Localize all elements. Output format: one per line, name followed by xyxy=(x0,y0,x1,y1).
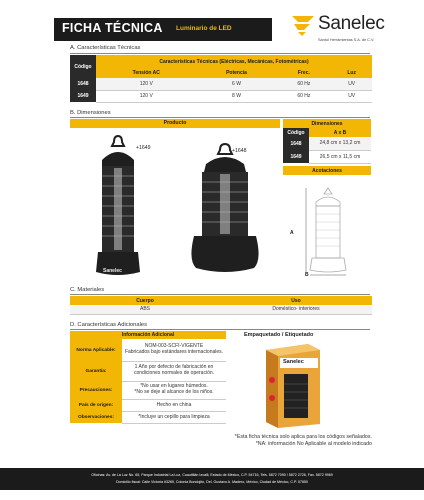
dimensions-col-axb: A x B xyxy=(309,128,371,137)
acotaciones-header: Acotaciones xyxy=(283,166,371,175)
specs-cell: 120 V xyxy=(96,78,197,90)
specs-cell: 8 W xyxy=(197,90,277,102)
section-a-divider xyxy=(70,53,370,54)
table-row xyxy=(70,90,372,102)
info-label: Precauciones: xyxy=(70,381,122,399)
table-row xyxy=(283,150,371,163)
materials-cell: ABS xyxy=(70,305,220,314)
info-label: Norma Aplicable: xyxy=(70,339,122,361)
footer-address: Oficinas: Av. de La Luz No. 65, Parque Industrial La Luz, Cuautitlán Izcalli, Estado de México, C.P. 54716, Tels. 5872 7090 / 5872 2726, Fax. 5872 9969 xyxy=(91,473,333,477)
table-row xyxy=(70,78,372,90)
specs-col-tension: Tensión AC xyxy=(96,68,197,78)
table-row xyxy=(70,399,226,411)
dimensions-col-code: Código xyxy=(283,128,309,137)
materials-col-cuerpo: Cuerpo xyxy=(70,296,220,305)
table-row xyxy=(70,305,372,314)
dimensions-cell: 24,8 cm x 13,2 cm xyxy=(309,137,371,150)
specs-cell: 60 Hz xyxy=(276,90,331,102)
company-name: Santul Herramientas S.A. de C.V. xyxy=(318,38,375,42)
brand-logo-icon xyxy=(290,14,316,36)
specs-cell: 60 Hz xyxy=(276,78,331,90)
product-header: Producto xyxy=(70,119,280,128)
dimension-a-label: A xyxy=(290,230,294,236)
lamp-1649-image xyxy=(88,130,148,280)
specs-cell: 6 W xyxy=(197,78,277,90)
footer-bar xyxy=(0,468,424,490)
info-label: País de origen: xyxy=(70,399,122,411)
section-c-divider xyxy=(70,294,370,295)
specs-table xyxy=(70,55,372,103)
specs-cell: 1649 xyxy=(70,90,96,102)
info-value: *No usar en lugares húmedos. *No se deje al alcance de los niños. xyxy=(122,381,226,399)
specs-group-header: Características Técnicas (Eléctricas, Mecánicas, Fotométricas) xyxy=(96,55,372,68)
specs-code-header: Código xyxy=(70,55,96,78)
info-header: Información Adicional xyxy=(70,331,226,339)
info-value: NOM-003-SCFI-VIGENTE Fabricados bajo estándares internacionales. xyxy=(122,339,226,361)
footer-fiscal-address: Domicilio fiscal: Calle Victoria #3269, Colonia Bondojito, Del. Gustavo A. Madero, México, Ciudad de México, C.P. 07850 xyxy=(116,480,308,484)
materials-table xyxy=(70,296,372,315)
additional-info-table xyxy=(70,331,226,424)
specs-col-frec: Frec. xyxy=(276,68,331,78)
info-label: Garantía: xyxy=(70,361,122,381)
lamp-1649-label: +1649 xyxy=(136,145,151,151)
section-c-title: C. Materiales xyxy=(70,287,105,293)
table-row xyxy=(283,137,371,150)
specs-col-luz: Luz xyxy=(331,68,372,78)
dimensions-cell: 1648 xyxy=(283,137,309,150)
specs-cell: 1648 xyxy=(70,78,96,90)
table-row xyxy=(70,361,226,381)
lamp-1648-image xyxy=(180,140,270,280)
table-row xyxy=(70,381,226,399)
packaging-title: Empaquetado / Etiquetado xyxy=(244,332,314,338)
table-row xyxy=(70,339,226,361)
info-value: *Incluye un cepillo para limpieza xyxy=(122,411,226,423)
page-title: FICHA TÉCNICA xyxy=(62,21,163,35)
info-value: Hecho en china xyxy=(122,399,226,411)
materials-cell: Doméstico- interiores xyxy=(220,305,372,314)
dimensions-header: Dimensiones xyxy=(283,119,371,128)
specs-cell: UV xyxy=(331,90,372,102)
info-value: 1 Año por defecto de fabricación en condiciones normales de operación. xyxy=(122,361,226,381)
note-1: *Esta ficha técnica solo aplica para los códigos señalados. xyxy=(234,434,372,440)
note-2: *NA: información No Aplicable al modelo indicado xyxy=(255,441,372,447)
materials-col-uso: Uso xyxy=(220,296,372,305)
section-b-divider xyxy=(70,117,370,118)
section-b-title: B. Dimensiones xyxy=(70,110,111,116)
section-d-title: D. Características Adicionales xyxy=(70,322,148,328)
section-a-title: A. Características Técnicas xyxy=(70,45,141,51)
dimensions-cell: 1649 xyxy=(283,150,309,163)
section-d-divider xyxy=(70,329,370,330)
info-label: Observaciones: xyxy=(70,411,122,423)
dimensions-table xyxy=(283,119,371,175)
dimensions-cell: 26,5 cm x 11,5 cm xyxy=(309,150,371,163)
brand-name: Sanelec xyxy=(318,13,385,34)
box-brand-text: Sanelec xyxy=(283,359,304,365)
specs-cell: UV xyxy=(331,78,372,90)
page-subtitle: Luminario de LED xyxy=(176,25,232,32)
lamp-brand-text: Sanelec xyxy=(103,268,122,274)
table-row xyxy=(70,411,226,423)
dimension-diagram xyxy=(298,186,358,276)
dimension-b-label: B xyxy=(305,272,309,278)
specs-col-potencia: Potencia xyxy=(197,68,277,78)
specs-cell: 120 V xyxy=(96,90,197,102)
lamp-1648-label: +1648 xyxy=(232,148,247,154)
packaging-box-image xyxy=(258,340,328,428)
